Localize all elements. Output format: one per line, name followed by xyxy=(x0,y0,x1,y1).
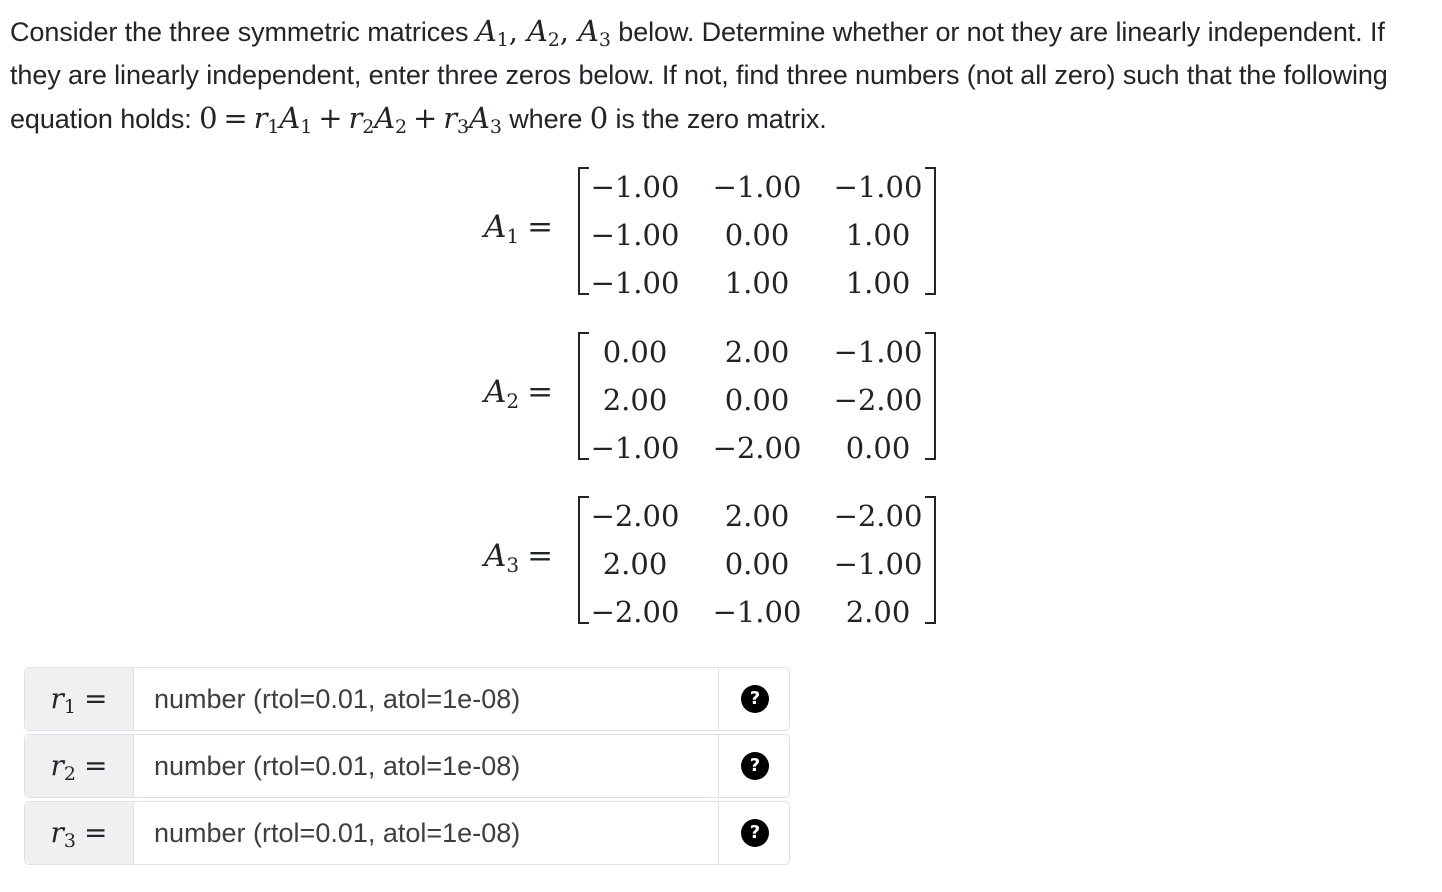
matrix-cell: 0.00 xyxy=(724,547,790,581)
matrix-cell: −2.00 xyxy=(833,383,923,417)
matrix-cell: 2.00 xyxy=(602,383,668,417)
help-area-r1 xyxy=(718,668,790,730)
question-part-1: Consider the three symmetric matrices xyxy=(10,17,469,47)
matrix-list-math: $A_1$, $A_2$, $A_3$ xyxy=(475,14,611,51)
matrix-cell: −1.00 xyxy=(590,170,680,204)
matrix-a1 xyxy=(470,165,950,300)
equation-math: $0 = r_1A_1 + r_2A_2 + r_3A_3$ xyxy=(199,101,502,138)
matrix-cell: 0.00 xyxy=(724,218,790,252)
matrix-a1-label: $A_1$ = xyxy=(484,209,554,248)
r2-input[interactable] xyxy=(134,735,718,797)
matrix-cell: 2.00 xyxy=(724,335,790,369)
r3-input[interactable] xyxy=(134,802,718,864)
help-area-r3 xyxy=(718,802,790,864)
help-icon[interactable]: ? xyxy=(741,819,769,847)
question-part-3: where xyxy=(509,104,583,134)
matrix-cell: 2.00 xyxy=(602,547,668,581)
matrix-cell: −1.00 xyxy=(712,595,802,629)
answer-row-r3 xyxy=(24,801,790,865)
matrix-cell: −2.00 xyxy=(590,499,680,533)
answer-row-r2 xyxy=(24,734,790,798)
answer-label-r2: $r_2$ = xyxy=(25,735,134,797)
zero-symbol: 0 xyxy=(589,101,609,135)
matrix-cell: −1.00 xyxy=(712,170,802,204)
help-icon[interactable]: ? xyxy=(741,685,769,713)
matrix-cell: −1.00 xyxy=(833,335,923,369)
matrix-cell: 0.00 xyxy=(724,383,790,417)
matrix-a3-label: $A_3$ = xyxy=(484,538,554,577)
answer-label-r1: $r_1$ = xyxy=(25,668,134,730)
answer-row-r1 xyxy=(24,667,790,731)
help-area-r2 xyxy=(718,735,790,797)
matrix-cell: 1.00 xyxy=(845,218,911,252)
matrix-cell: −1.00 xyxy=(590,218,680,252)
matrix-cell: −1.00 xyxy=(833,170,923,204)
matrix-cell: 1.00 xyxy=(724,266,790,300)
answer-label-r3: $r_3$ = xyxy=(25,802,134,864)
matrix-cell: 0.00 xyxy=(602,335,668,369)
matrix-cell: 0.00 xyxy=(845,431,911,465)
matrix-cell: −2.00 xyxy=(712,431,802,465)
matrix-cell: −1.00 xyxy=(590,266,680,300)
matrix-cell: −1.00 xyxy=(590,431,680,465)
matrix-cell: −1.00 xyxy=(833,547,923,581)
question-part-4: is the zero matrix. xyxy=(615,104,827,134)
matrix-a3 xyxy=(470,494,950,629)
matrix-a2-label: $A_2$ = xyxy=(484,374,554,413)
matrix-cell: 2.00 xyxy=(845,595,911,629)
matrix-cell: −2.00 xyxy=(833,499,923,533)
help-icon[interactable]: ? xyxy=(741,752,769,780)
question-part-2: below. Determine whether or not they are linearly independent. If they are linearly independent, enter three zeros below. If not, find three numbers (not all zero) such that the following equation holds: xyxy=(10,17,1388,134)
r1-input[interactable] xyxy=(134,668,718,730)
question-text xyxy=(10,10,1410,141)
matrix-cell: −2.00 xyxy=(590,595,680,629)
matrix-cell: 1.00 xyxy=(845,266,911,300)
matrix-cell: 2.00 xyxy=(724,499,790,533)
matrix-a2 xyxy=(470,330,950,465)
